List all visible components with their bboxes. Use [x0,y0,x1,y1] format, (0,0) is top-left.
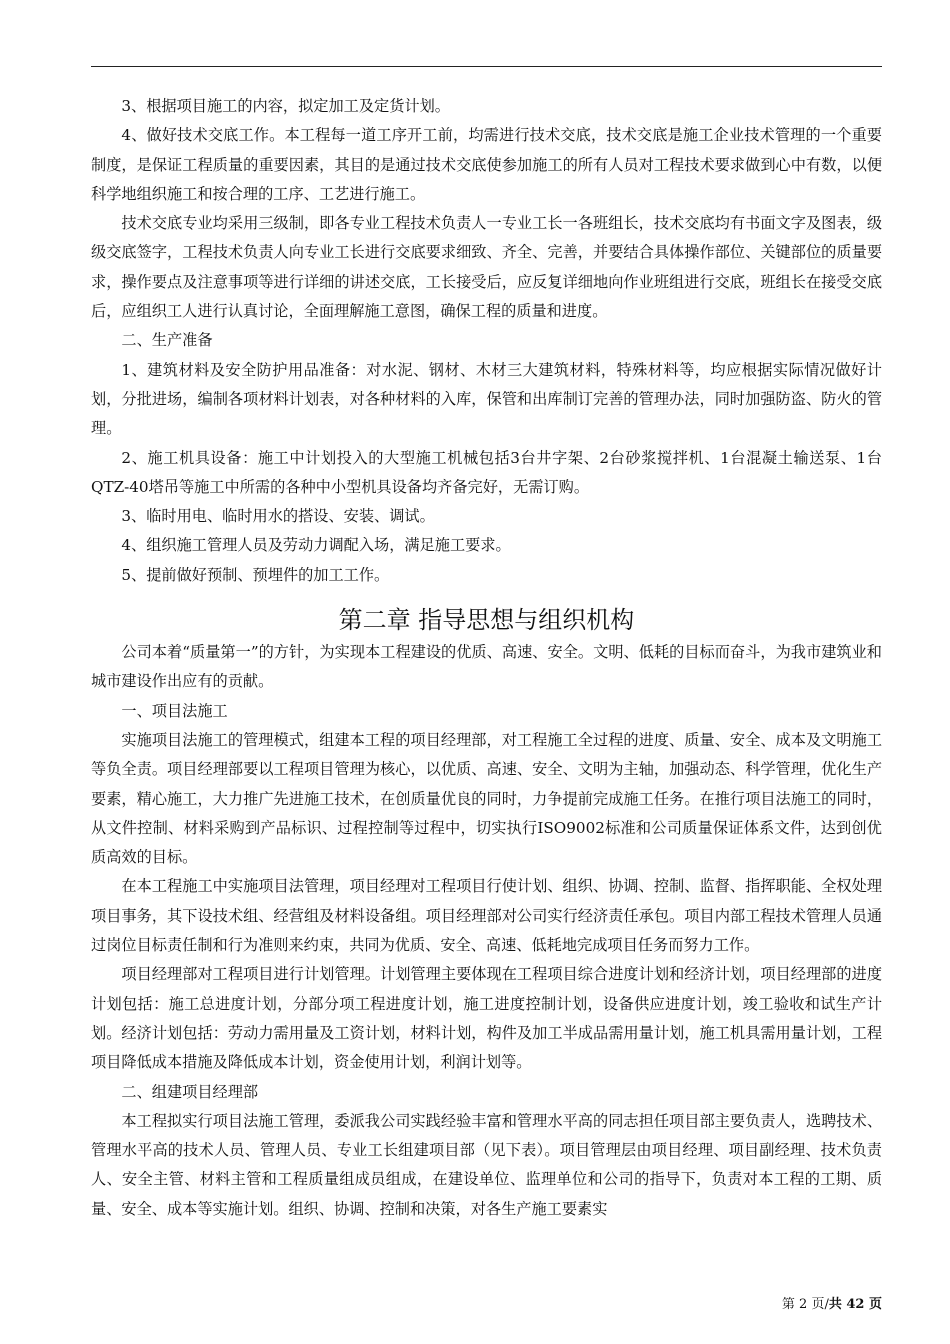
header-rule [91,66,882,67]
paragraph: 项目经理部对工程项目进行计划管理。计划管理主要体现在工程项目综合进度计划和经济计划，项目经理部的进度计划包括：施工总进度计划，分部分项工程进度计划，施工进度控制计划，设备供应进度计划，竣工验收和试生产计划。经济计划包括：劳动力需用量及工资计划，材料计划，构件及加工半成品需用量计划，施工机具需用量计划，工程项目降低成本措施及降低成本计划，资金使用计划，利润计划等。 [91,965,882,1072]
page-number [782,1296,882,1314]
section-heading: 二、组建项目经理部 [121,1082,259,1101]
paragraph: 4、组织施工管理人员及劳动力调配入场，满足施工要求。 [121,536,511,555]
chapter-title: 第二章 指导思想与组织机构 [338,606,635,635]
document-body [91,92,882,1224]
paragraph: 4、做好技术交底工作。本工程每一道工序开工前，均需进行技术交底，技术交底是施工企业技术管理的一个重要制度，是保证工程质量的重要因素，其目的是通过技术交底使参加施工的所有人员对工程技术要求做到心中有数，以便科学地组织施工和按合理的工序、工艺进行施工。 [91,126,882,203]
paragraph: 技术交底专业均采用三级制，即各专业工程技术负责人一专业工长一各班组长，技术交底均有书面文字及图表，级级交底签字，工程技术负责人向专业工长进行交底要求细致、齐全、完善，并要结合具体操作部位、关键部位的质量要求，操作要点及注意事项等进行详细的讲述交底，工长接受后，应反复详细地向作业班组进行交底，班组长在接受交底后，应组织工人进行认真讨论，全面理解施工意图，确保工程的质量和进度。 [91,214,882,321]
paragraph: 在本工程施工中实施项目法管理，项目经理对工程项目行使计划、组织、协调、控制、监督、指挥职能、全权处理项目事务，其下设技术组、经营组及材料设备组。项目经理部对公司实行经济责任承包。项目内部工程技术管理人员通过岗位目标责任制和行为准则来约束，共同为优质、安全、高速、低耗地完成项目任务而努力工作。 [91,877,882,955]
paragraph: 5、提前做好预制、预埋件的加工工作。 [121,565,390,584]
paragraph: 3、临时用电、临时用水的搭设、安装、调试。 [121,507,435,526]
current-page-label: 第 2 页/ [781,1297,829,1312]
paragraph: 2、施工机具设备：施工中计划投入的大型施工机械包括3台井字架、2台砂浆搅拌机、1台混凝土输送泵、1台QTZ-40塔吊等施工中所需的各种中小型机具设备均齐备完好，无需订购。 [91,448,882,496]
total-pages-label: 共 42 页 [828,1297,882,1312]
paragraph: 3、根据项目施工的内容，拟定加工及定货计划。 [121,97,450,115]
paragraph: 实施项目法施工的管理模式，组建本工程的项目经理部，对工程施工全过程的进度、质量、安全、成本及文明施工等负全责。项目经理部要以工程项目管理为核心，以优质、高速、安全、文明为主轴，加强动态、科学管理，优化生产要素，精心施工，大力推广先进施工技术，在创质量优良的同时，力争提前完成施工任务。在推行项目法施工的同时，从文件控制、材料采购到产品标识、过程控制等过程中，切实执行ISO9002标准和公司质量保证体系文件，达到创优质高效的目标。 [91,730,882,867]
section-heading: 二、生产准备 [121,331,213,350]
paragraph: 公司本着“质量第一”的方针，为实现本工程建设的优质、高速、安全。文明、低耗的目标而奋斗，为我市建筑业和城市建设作出应有的贡献。 [91,643,882,691]
section-heading: 一、项目法施工 [121,701,228,720]
paragraph: 1、建筑材料及安全防护用品准备：对水泥、钢材、木材三大建筑材料，特殊材料等，均应根据实际情况做好计划，分批进场，编制各项材料计划表，对各种材料的入库，保管和出库制订完善的管理办法，同时加强防盗、防火的管理。 [91,360,882,438]
paragraph: 本工程拟实行项目法施工管理，委派我公司实践经验丰富和管理水平高的同志担任项目部主要负责人，选聘技术、管理水平高的技术人员、管理人员、专业工长组建项目部（见下表）。项目管理层由项目经理、项目副经理、技术负责人、安全主管、材料主管和工程质量组成员组成，在建设单位、监理单位和公司的指导下，负责对本工程的工期、质量、安全、成本等实施计划。组织、协调、控制和决策，对各生产施工要素实 [91,1111,882,1218]
